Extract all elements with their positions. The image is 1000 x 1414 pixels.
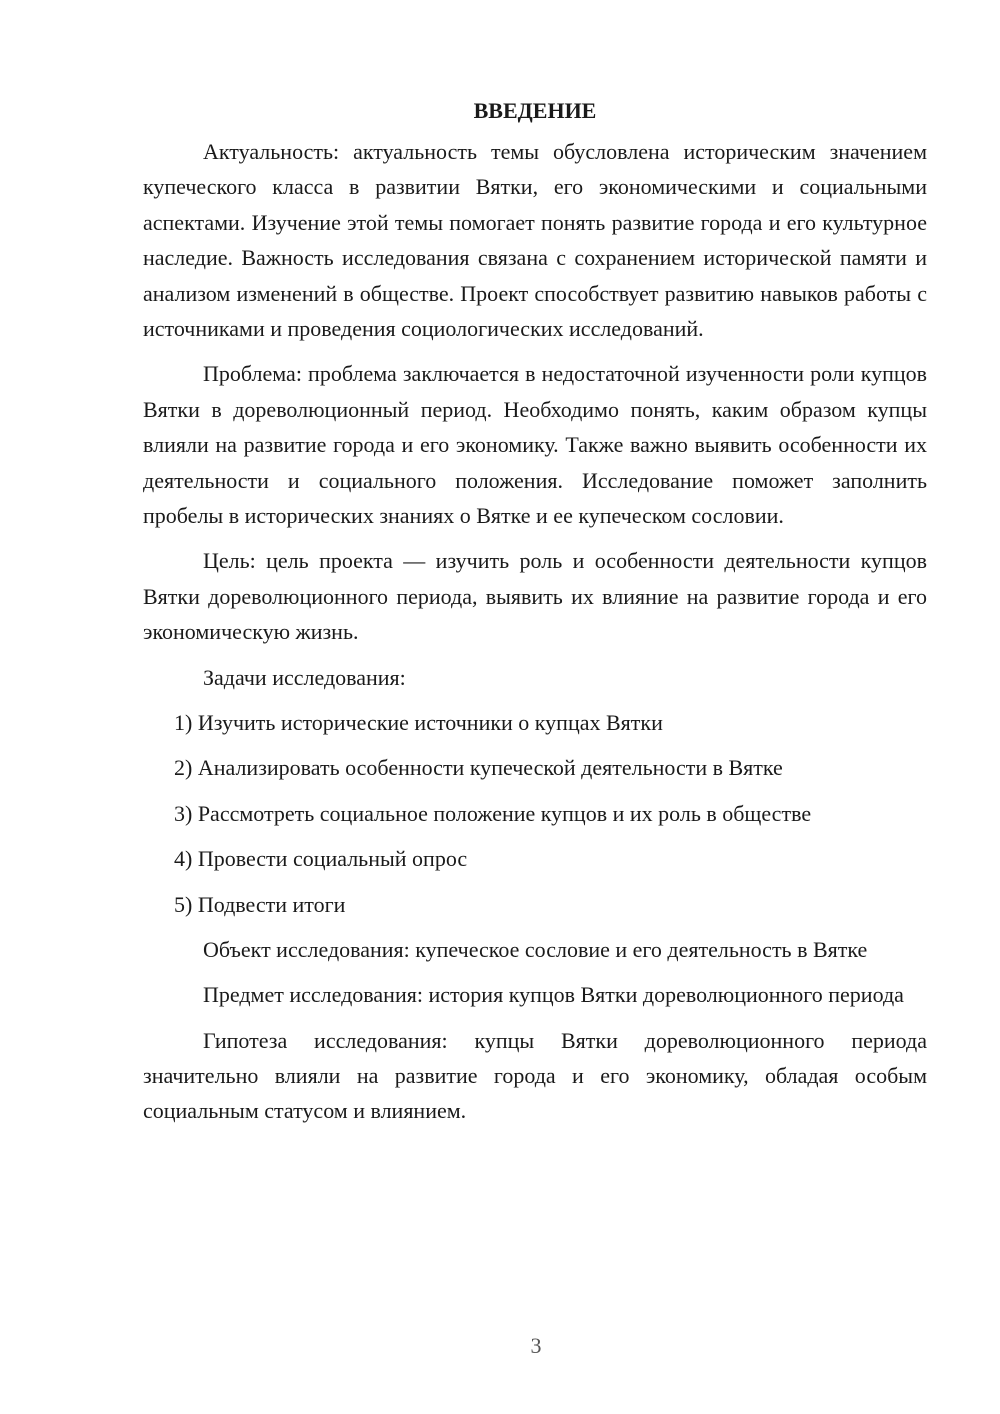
task-item-1: 1) Изучить исторические источники о купцах Вятки <box>174 709 663 735</box>
task-item-4: 4) Провести социальный опрос <box>174 846 468 872</box>
page-number: 3 <box>530 1333 542 1358</box>
task-item-5: 5) Подвести итоги <box>174 891 346 917</box>
paragraph-subject: Предмет исследования: история купцов Вятки дореволюционного периода <box>203 982 904 1008</box>
tasks-heading: Задачи исследования: <box>203 664 406 690</box>
page-title: ВВЕДЕНИЕ <box>473 98 597 123</box>
paragraph-problem: Проблема: проблема заключается в недостаточной изученности роли купцов Вятки в дореволюционный период. Необходимо понять, каким образом купцы влияли на развитие города и его экономику. Также важно выявить особенности их деятельности и социального положения. Исследование поможет заполнить пробелы в исторических знаниях о Вятке и ее купеческом сословии. <box>143 361 927 529</box>
task-item-3: 3) Рассмотреть социальное положение купцов и их роль в обществе <box>174 800 812 826</box>
task-item-2: 2) Анализировать особенности купеческой деятельности в Вятке <box>174 755 783 781</box>
paragraph-hypothesis: Гипотеза исследования: купцы Вятки дореволюционного периода значительно влияли на развитие города и его экономику, обладая особым социальным статусом и влиянием. <box>143 1027 927 1124</box>
paragraph-relevance: Актуальность: актуальность темы обусловлена историческим значением купеческого класса в развитии Вятки, его экономическими и социальными аспектами. Изучение этой темы помогает понять развитие города и его культурное наследие. Важность исследования связана с сохранением исторической памяти и анализом изменений в обществе. Проект способствует развитию навыков работы с источниками и проведения социологических исследований. <box>143 139 927 342</box>
paragraph-object: Объект исследования: купеческое сословие и его деятельность в Вятке <box>203 936 868 962</box>
page-content <box>143 93 927 1139</box>
task-list <box>143 705 927 922</box>
paragraph-goal: Цель: цель проекта — изучить роль и особенности деятельности купцов Вятки дореволюционного периода, выявить их влияние на развитие города и его экономическую жизнь. <box>143 548 927 645</box>
